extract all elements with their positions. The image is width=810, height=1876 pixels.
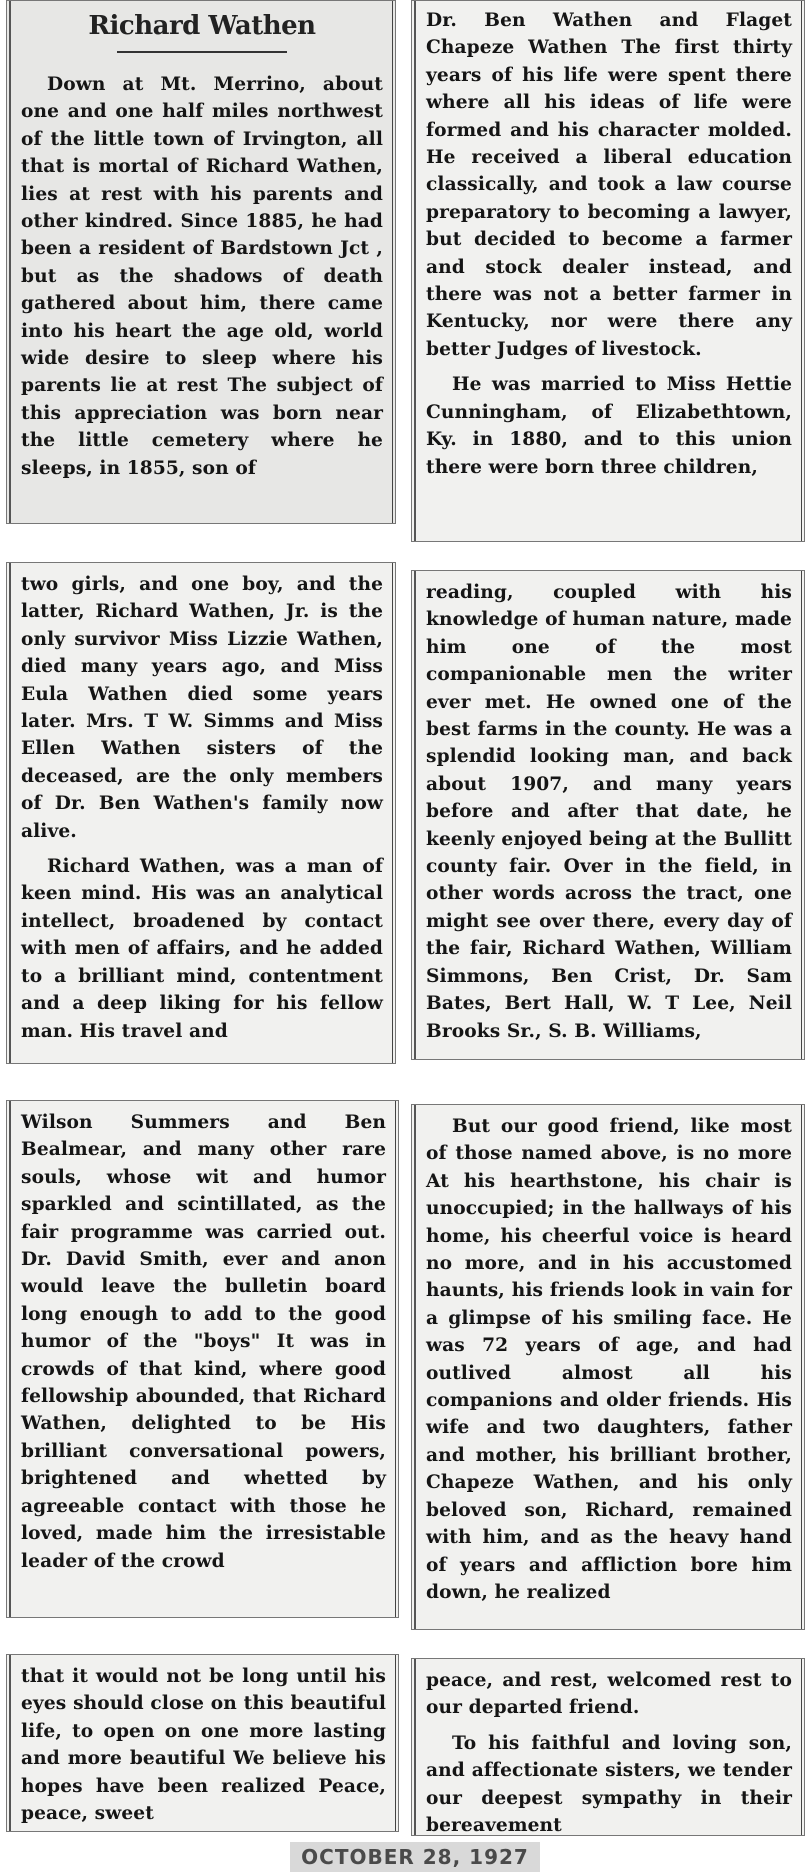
headline-rule — [117, 51, 287, 53]
paragraph: that it would not be long until his eyes should close on this beautiful life, to open on one more lasting and more beautiful We believe his hopes have been realized Peace, peace, sweet — [21, 1666, 386, 1825]
paragraph: Dr. Ben Wathen and Flaget Chapeze Wathen The first thirty years of his life were spent there where all his ideas of life were formed and his character molded. He received a liberal education classically, and took a law course preparatory to becoming a lawyer, but decided to become a farmer and stock dealer instead, and there was not a better farmer in Kentucky, nor were there any better Judges of livestock. — [426, 10, 792, 360]
paragraph: Down at Mt. Merrino, about one and one half miles northwest of the little town of Irvington, all that is mortal of Richard Wathen, lies at rest with his parents and other kindred. Since 1885, he had been a resident of Bardstown Jct , but as the shadows of death gathered about him, there came into his heart the age old, world wide desire to sleep where his parents lie at rest The subject of this appreciation was born near the little cemetery where he sleeps, in 1855, son of — [21, 74, 383, 479]
article-clip-5 — [6, 1100, 399, 1618]
article-clip-3 — [6, 562, 396, 1064]
paragraph: Richard Wathen, was a man of keen mind. His was an analytical intellect, broadened by contact with men of affairs, and he added to a brilliant mind, contentment and a deep liking for his fellow man. His travel and — [21, 856, 383, 1042]
publication-date: OCTOBER 28, 1927 — [290, 1842, 540, 1872]
article-clip-6 — [411, 1104, 805, 1630]
paragraph: reading, coupled with his knowledge of human nature, made him one of the most companionable men the writer ever met. He owned one of the best farms in the county. He was a splendid looking man, and back about 1907, and many years before and after that date, he keenly enjoyed being at the Bullitt county fair. Over in the field, in other words across the tract, one might see over there, every day of the fair, Richard Wathen, William Simmons, Ben Crist, Dr. Sam Bates, Bert Hall, W. T Lee, Neil Brooks Sr., S. B. Williams, — [426, 582, 792, 1042]
article-clip-4 — [411, 570, 805, 1060]
article-clip-1 — [6, 0, 396, 524]
paragraph: peace, and rest, welcomed rest to our departed friend. — [426, 1670, 792, 1719]
paragraph: Wilson Summers and Ben Bealmear, and many other rare souls, whose wit and humor sparkled and scintillated, as the fair programme was carried out. Dr. David Smith, ever and anon would leave the bulletin board long enough to add to the good humor of the "boys" It was in crowds of that kind, where good fellowship abounded, that Richard Wathen, delighted to be His brilliant conversational powers, brightened and whetted by agreeable contact with those he loved, made him the irresistable leader of the crowd — [21, 1112, 386, 1572]
article-clip-2 — [411, 0, 805, 542]
paragraph: He was married to Miss Hettie Cunningham, of Elizabethtown, Ky. in 1880, and to this union there were born three children, — [426, 374, 792, 478]
paragraph: two girls, and one boy, and the latter, Richard Wathen, Jr. is the only survivor Miss Lizzie Wathen, died many years ago, and Miss Eula Wathen died some years later. Mrs. T W. Simms and Miss Ellen Wathen sisters of the deceased, are the only members of Dr. Ben Wathen's family now alive. — [21, 574, 383, 842]
article-headline: Richard Wathen — [88, 11, 316, 41]
article-clip-8 — [411, 1658, 805, 1836]
paragraph: To his faithful and loving son, and affectionate sisters, we tender our deepest sympathy in their bereavement — [426, 1732, 792, 1836]
paragraph: But our good friend, like most of those named above, is no more At his hearthstone, his chair is unoccupied; in the hallways of his home, his cheerful voice is heard no more, and in his accustomed haunts, his friends look in vain for a glimpse of his smiling face. He was 72 years of age, and had outlived almost all his companions and older friends. His wife and two daughters, father and mother, his brilliant brother, Chapeze Wathen, and his only beloved son, Richard, remained with him, and as the heavy hand of years and affliction bore him down, he realized — [426, 1116, 792, 1603]
article-clip-7 — [6, 1654, 399, 1832]
